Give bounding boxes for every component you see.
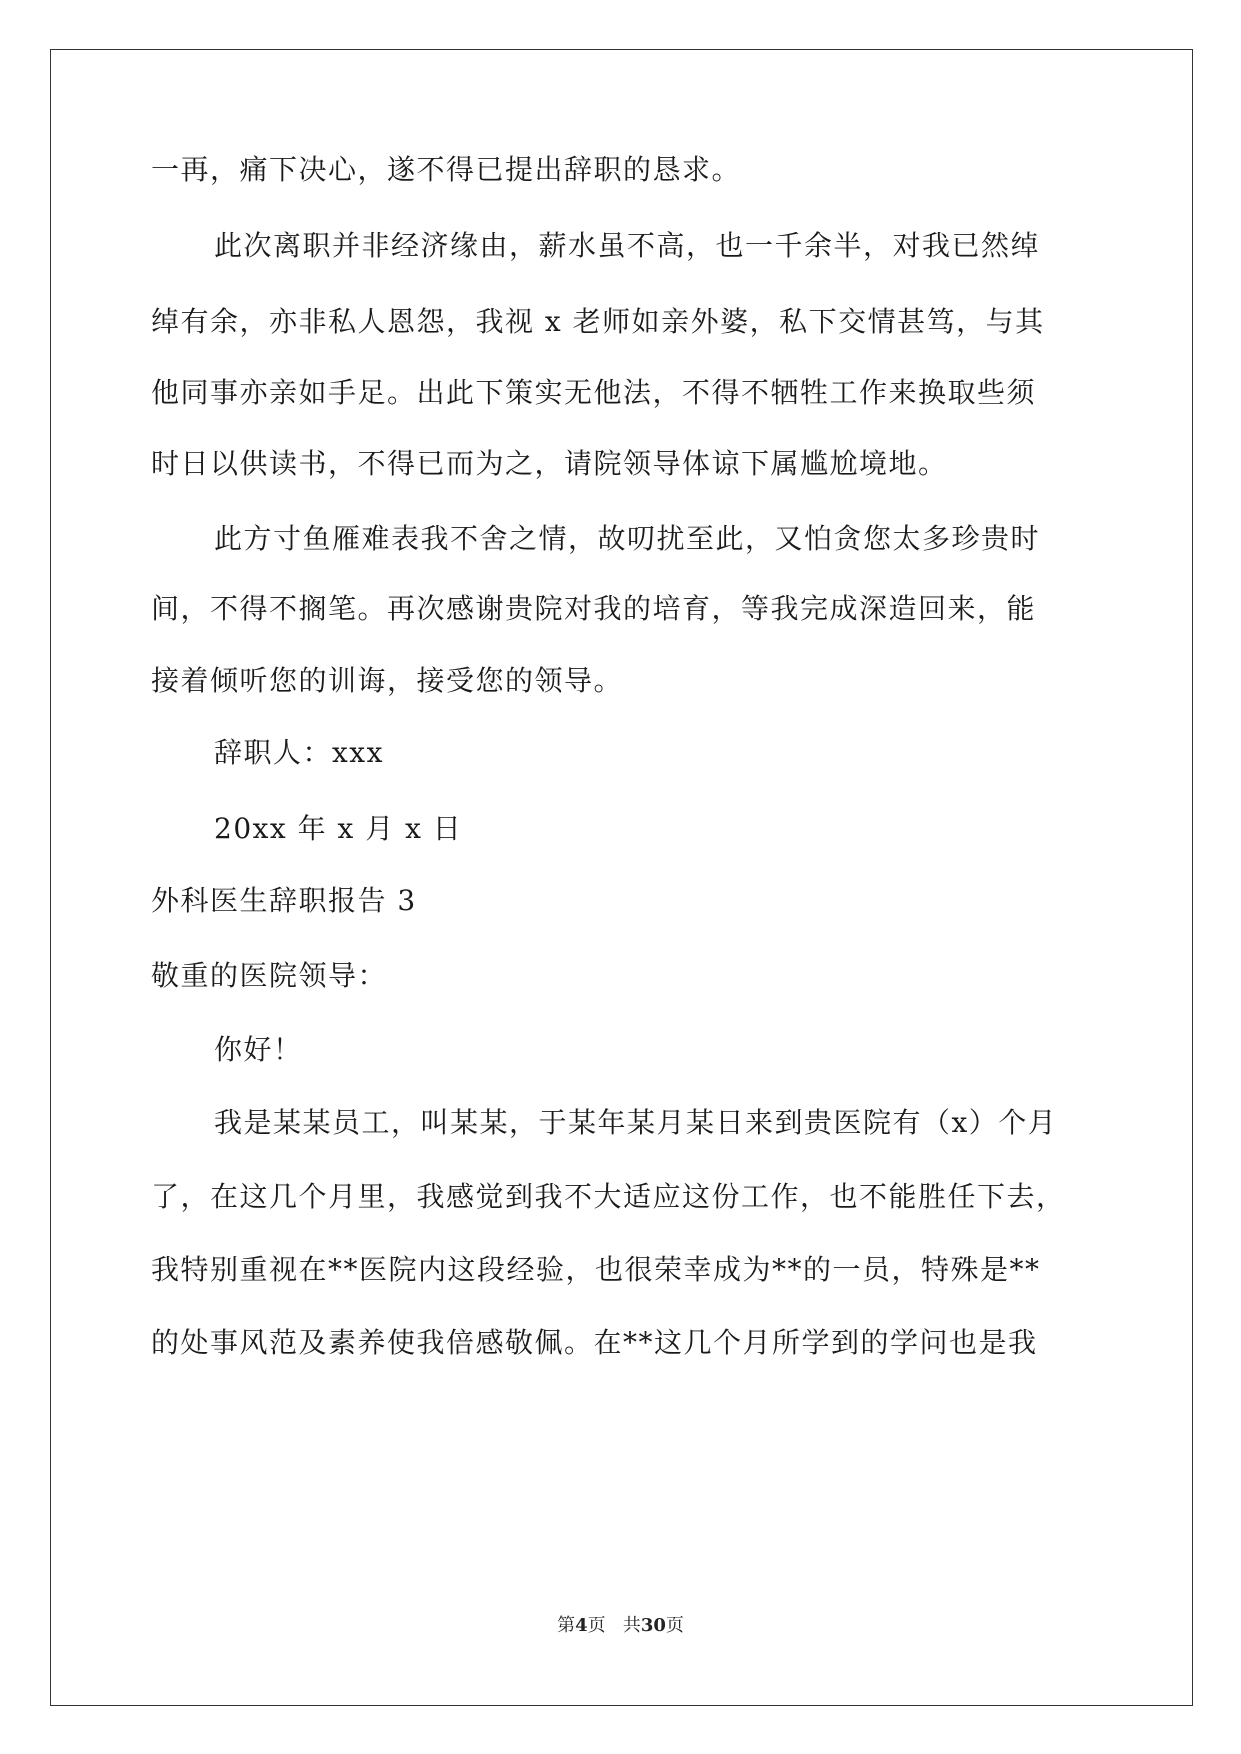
greeting: 你好！ [214, 1033, 303, 1066]
page-number: 4 [575, 1615, 588, 1636]
text-line: 了，在这几个月里，我感觉到我不大适应这份工作，也不能胜任下去， [151, 1180, 1066, 1213]
text-line: 他同事亦亲如手足。出此下策实无他法，不得不牺牲工作来换取些须 [151, 376, 1037, 409]
total-suffix: 页 [665, 1615, 684, 1636]
page-border [50, 49, 1193, 1706]
signature-line: 辞职人：xxx [214, 736, 384, 769]
text-line: 接着倾听您的训诲，接受您的领导。 [151, 664, 624, 697]
text-line: 的处事风范及素养使我倍感敬佩。在**这几个月所学到的学问也是我 [151, 1326, 1038, 1359]
text-line: 一再，痛下决心，遂不得已提出辞职的恳求。 [151, 153, 742, 186]
page-footer [0, 1614, 1241, 1638]
text-line: 时日以供读书，不得已而为之，请院领导体谅下属尴尬境地。 [151, 447, 948, 480]
text-line: 我是某某员工，叫某某，于某年某月某日来到贵医院有（x）个月 [214, 1106, 1058, 1139]
total-prefix: 共 [622, 1615, 641, 1636]
page-suffix: 页 [587, 1615, 606, 1636]
salutation: 敬重的医院领导： [151, 959, 388, 992]
page-prefix: 第 [557, 1615, 576, 1636]
text-line: 间，不得不搁笔。再次感谢贵院对我的培育，等我完成深造回来，能 [151, 592, 1037, 625]
text-line: 此次离职并非经济缘由，薪水虽不高，也一千余半，对我已然绰 [214, 229, 1041, 262]
total-pages: 30 [640, 1615, 666, 1636]
text-line: 我特别重视在**医院内这段经验，也很荣幸成为**的一员，特殊是** [151, 1253, 1041, 1286]
section-heading: 外科医生辞职报告 3 [151, 884, 417, 917]
text-line: 绰有余，亦非私人恩怨，我视 x 老师如亲外婆，私下交情甚笃，与其 [151, 305, 1045, 338]
text-line: 此方寸鱼雁难表我不舍之情，故叨扰至此，又怕贪您太多珍贵时 [214, 522, 1041, 555]
date-line: 20xx 年 x 月 x 日 [214, 812, 463, 845]
